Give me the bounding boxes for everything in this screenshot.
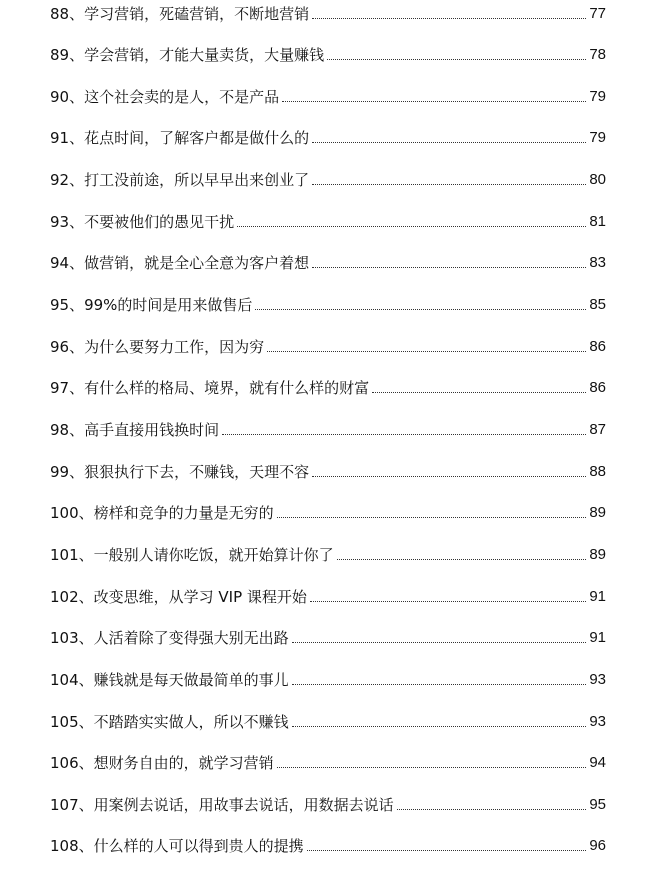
dot-leader: [222, 434, 586, 435]
toc-entry-page: 81: [589, 213, 606, 230]
toc-entry-page: 93: [589, 671, 606, 688]
dot-leader: [292, 726, 586, 727]
toc-entry-title: 101、一般别人请你吃饭，就开始算计你了: [50, 546, 334, 564]
toc-entry-title: 107、用案例去说话，用故事去说话，用数据去说话: [50, 796, 394, 814]
toc-entry-title: 100、榜样和竞争的力量是无穷的: [50, 504, 274, 522]
toc-entry[interactable]: [50, 293, 606, 315]
toc-entry-page: 89: [589, 504, 606, 521]
dot-leader: [237, 226, 586, 227]
toc-entry[interactable]: [50, 501, 606, 523]
toc-entry[interactable]: [50, 85, 606, 107]
toc-entry[interactable]: [50, 751, 606, 773]
toc-entry-title: 94、做营销，就是全心全意为客户着想: [50, 254, 310, 272]
dot-leader: [312, 142, 586, 143]
toc-entry-page: 80: [589, 171, 606, 188]
toc-entry-page: 78: [589, 46, 606, 63]
toc-entry-title: 89、学会营销，才能大量卖货，大量赚钱: [50, 46, 325, 64]
toc-entry-title: 104、赚钱就是每天做最简单的事儿: [50, 671, 289, 689]
dot-leader: [312, 267, 586, 268]
toc-entry-page: 88: [589, 463, 606, 480]
dot-leader: [282, 101, 586, 102]
toc-entry-page: 95: [589, 796, 606, 813]
dot-leader: [327, 59, 586, 60]
dot-leader: [307, 850, 586, 851]
toc-entry[interactable]: [50, 43, 606, 65]
toc-entry-page: 79: [589, 88, 606, 105]
dot-leader: [255, 309, 586, 310]
toc-entry-page: 77: [589, 5, 606, 22]
toc-entry-page: 91: [589, 588, 606, 605]
dot-leader: [397, 809, 586, 810]
toc-entry-title: 95、99%的时间是用来做售后: [50, 296, 253, 314]
toc-entry[interactable]: [50, 585, 606, 607]
toc-entry-page: 93: [589, 713, 606, 730]
toc-entry[interactable]: [50, 210, 606, 232]
toc-entry-page: 91: [589, 629, 606, 646]
toc-entry-title: 96、为什么要努力工作，因为穷: [50, 338, 265, 356]
toc-entry-title: 103、人活着除了变得强大别无出路: [50, 629, 289, 647]
dot-leader: [312, 18, 586, 19]
dot-leader: [267, 351, 586, 352]
toc-entry-page: 96: [589, 837, 606, 854]
toc-entry-page: 79: [589, 129, 606, 146]
toc-entry-title: 92、打工没前途，所以早早出来创业了: [50, 171, 310, 189]
dot-leader: [337, 559, 586, 560]
toc-entry[interactable]: [50, 2, 606, 24]
toc-entry-page: 94: [589, 754, 606, 771]
toc-entry[interactable]: [50, 126, 606, 148]
toc-entry[interactable]: [50, 251, 606, 273]
dot-leader: [277, 517, 586, 518]
toc-entry[interactable]: [50, 460, 606, 482]
toc-entry[interactable]: [50, 543, 606, 565]
toc-entry[interactable]: [50, 376, 606, 398]
toc-entry[interactable]: [50, 834, 606, 856]
dot-leader: [277, 767, 586, 768]
toc-entry[interactable]: [50, 168, 606, 190]
toc-entry-page: 85: [589, 296, 606, 313]
toc-entry-title: 93、不要被他们的愚见干扰: [50, 213, 235, 231]
toc-entry-title: 97、有什么样的格局、境界，就有什么样的财富: [50, 379, 370, 397]
toc-entry-title: 106、想财务自由的，就学习营销: [50, 754, 274, 772]
toc-entry-title: 91、花点时间，了解客户都是做什么的: [50, 129, 310, 147]
toc-entry[interactable]: [50, 668, 606, 690]
toc-entry[interactable]: [50, 710, 606, 732]
dot-leader: [292, 642, 586, 643]
toc-entry[interactable]: [50, 793, 606, 815]
toc-entry-title: 105、不踏踏实实做人，所以不赚钱: [50, 713, 289, 731]
toc-entry-title: 108、什么样的人可以得到贵人的提携: [50, 837, 304, 855]
toc-entry[interactable]: [50, 626, 606, 648]
toc-entry-title: 102、改变思维，从学习 VIP 课程开始: [50, 588, 307, 606]
dot-leader: [372, 392, 586, 393]
toc-entry[interactable]: [50, 418, 606, 440]
toc-entry-title: 98、高手直接用钱换时间: [50, 421, 220, 439]
toc-entry-page: 86: [589, 379, 606, 396]
toc-entry-title: 90、这个社会卖的是人，不是产品: [50, 88, 280, 106]
toc-entry-title: 88、学习营销，死磕营销，不断地营销: [50, 5, 310, 23]
toc-entry-page: 86: [589, 338, 606, 355]
dot-leader: [312, 184, 586, 185]
dot-leader: [312, 476, 586, 477]
toc-entry-title: 99、狠狠执行下去，不赚钱，天理不容: [50, 463, 310, 481]
toc-entry-page: 83: [589, 254, 606, 271]
toc-entry-page: 87: [589, 421, 606, 438]
dot-leader: [310, 601, 586, 602]
toc-entry-page: 89: [589, 546, 606, 563]
toc-entry[interactable]: [50, 335, 606, 357]
dot-leader: [292, 684, 586, 685]
